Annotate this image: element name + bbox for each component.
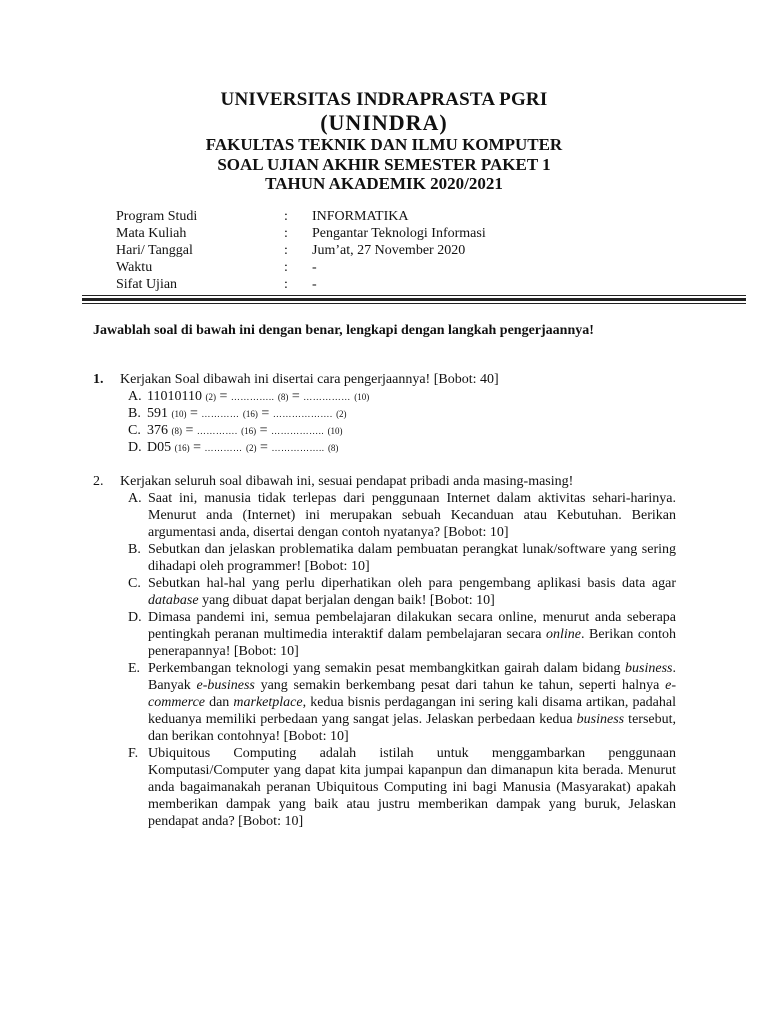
info-row-course [116,225,486,242]
info-row-time [116,259,486,276]
blank-dots: ………… [204,443,243,453]
equals-sign: = [185,423,194,438]
university-acronym: (UNINDRA) [320,110,448,135]
q2-item-e [128,660,676,745]
info-label: Program Studi [116,209,198,224]
q2-item-c [128,575,676,609]
text-run: tersebut, dan berikan contohnya! [Bobot: 10] [148,712,676,744]
item-letter: C. [128,423,141,438]
blank-dots: …………… [303,392,351,402]
question-number: 1. [93,372,104,387]
item-base: (2) [336,409,347,419]
info-label: Mata Kuliah [116,226,187,241]
item-base: (16) [242,409,258,419]
equals-sign: = [261,406,270,421]
header-divider-thick [82,298,746,301]
item-letter: F. [128,746,139,761]
item-text: Ubiquitous Computing adalah istilah untuk menggambarkan penggunaan Komputasi/Computer yang dapat kita jumpai kapanpun dan dimanapun kita berada. Menurut anda bagaimanakah peranan Ubiquitous Computing ini bagi Manusia (Masyarakat) apakah memberikan dampak yang baik atau justru memberikan dampak yang buruk, Jelaskan pendapat anda? [Bobot: 10] [148,746,676,829]
item-letter: A. [128,389,142,404]
instruction-text: Jawablah soal di bawah ini dengan benar, lengkapi dengan langkah pengerjaannya! [93,323,594,338]
item-letter: B. [128,542,141,557]
blank-dots: …………. [196,426,238,436]
q1-item-b [128,405,347,423]
italic-term: marketplace [233,695,303,710]
item-text [148,660,676,745]
equals-sign: = [193,440,202,455]
italic-term: business [576,712,625,727]
info-label: Hari/ Tanggal [116,243,193,258]
university-name: UNIVERSITAS INDRAPRASTA PGRI [220,89,548,110]
q1-item-c [128,422,343,440]
text-run: , kedua bisnis perdagangan ini sering kali disama artikan, padahal keduanya memiliki perbedaan yang sangat jelas. Jelaskan perbedaan kedua [148,695,677,727]
item-value: 591 [147,406,168,421]
item-letter: D. [128,610,142,625]
question-text: Kerjakan Soal dibawah ini disertai cara pengerjaannya! [Bobot: 40] [120,372,499,387]
q2-item-b [128,541,676,575]
item-text: Saat ini, manusia tidak terlepas dari penggunaan Internet dalam aktivitas sehari-harinya. Menurut anda (Internet) ini merupakan sebuah Kecanduan atau Kebutuhan. Berikan argumentasi anda, disertai dengan contoh nyatanya? [Bobot: 10] [148,491,676,540]
italic-term: online [545,627,581,642]
info-colon: : [284,209,288,224]
info-row-date [116,242,486,259]
item-base: (8) [171,426,182,436]
item-base: (10) [354,392,370,402]
q2-item-f [128,745,676,830]
info-row-program [116,208,486,225]
item-base: (10) [171,409,187,419]
item-letter: B. [128,406,141,421]
info-colon: : [284,243,288,258]
item-value: 376 [147,423,168,438]
info-colon: : [284,277,288,292]
info-value: Pengantar Teknologi Informasi [312,226,486,241]
item-letter: A. [128,491,142,506]
q2-item-a [128,490,676,541]
item-base: (8) [327,443,339,453]
text-run: dan [205,695,234,710]
italic-term: e-business [196,678,255,693]
item-text [148,609,676,660]
info-label: Waktu [116,260,153,275]
question-number: 2. [93,474,104,489]
info-colon: : [284,260,288,275]
item-base: (16) [174,443,190,453]
academic-year: TAHUN AKADEMIK 2020/2021 [265,174,503,193]
equals-sign: = [219,389,228,404]
blank-dots: …………….. [271,443,325,453]
italic-term: database [148,593,199,608]
question-text: Kerjakan seluruh soal dibawah ini, sesuai pendapat pribadi anda masing-masing! [120,474,574,489]
q1-item-d [128,439,338,457]
item-base: (16) [241,426,257,436]
text-run: . Banyak [148,661,676,693]
equals-sign: = [260,440,268,455]
text-run: Dimasa pandemi ini, semua pembelajaran dilakukan secara online, menurut anda seberapa pentingkah peranan multimedia interaktif dalam pembelajaran secara [148,610,676,642]
info-value: - [312,260,317,275]
item-value: 11010110 [147,389,202,404]
item-letter: D. [128,440,142,455]
q2-item-d [128,609,676,660]
blank-dots: ………… [201,409,240,419]
text-run: Perkembangan teknologi yang semakin pesat membangkitkan gairah dalam bidang [148,661,626,676]
faculty-name: FAKULTAS TEKNIK DAN ILMU KOMPUTER [205,135,563,154]
blank-dots: ………………. [272,409,333,419]
item-text: Sebutkan dan jelaskan problematika dalam pembuatan perangkat lunak/software yang sering dihadapi oleh programmer! [Bobot: 10] [148,542,676,574]
info-value: INFORMATIKA [312,209,409,224]
item-base: (2) [246,443,257,453]
italic-term: e-commerce [148,678,677,710]
text-run: Sebutkan hal-hal yang perlu diperhatikan oleh para pengembang aplikasi basis data agar [148,576,676,591]
equals-sign: = [259,423,268,438]
item-value: D05 [147,440,172,455]
italic-term: business [625,661,673,676]
header-divider-thin-bottom [82,303,746,304]
blank-dots: ………….. [230,392,275,402]
equals-sign: = [291,389,300,404]
blank-dots: …………….. [271,426,325,436]
text-run: . Berikan contoh penerapannya! [Bobot: 10] [148,627,676,659]
info-row-nature [116,276,486,293]
info-value: - [312,277,317,292]
exam-title: SOAL UJIAN AKHIR SEMESTER PAKET 1 [217,155,551,174]
text-run: yang dibuat dapat berjalan dengan baik! [Bobot: 10] [198,593,495,608]
info-colon: : [284,226,288,241]
item-base: (2) [205,392,216,402]
item-base: (8) [277,392,289,402]
text-run: yang semakin berkembang pesat dari tahun ke tahun, seperti halnya [254,678,666,693]
info-label: Sifat Ujian [116,277,178,292]
header-divider-thin-top [82,295,746,296]
q1-item-a [128,388,369,406]
item-letter: E. [128,661,141,676]
exam-info-table [116,208,486,293]
equals-sign: = [190,406,198,421]
item-letter: C. [128,576,141,591]
info-value: Jum’at, 27 November 2020 [312,243,466,258]
item-text [148,575,676,609]
item-base: (10) [327,426,343,436]
